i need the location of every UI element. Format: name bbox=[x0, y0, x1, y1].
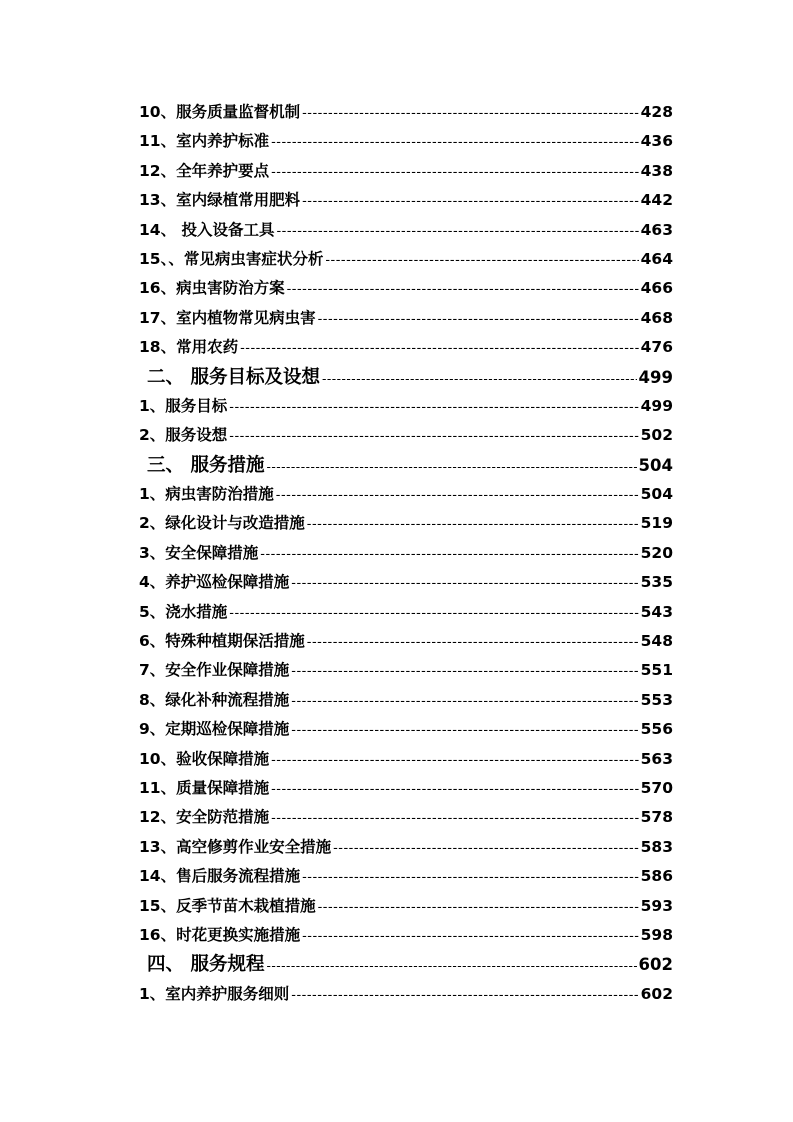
toc-dot-leader bbox=[318, 305, 639, 334]
toc-dot-leader bbox=[271, 804, 639, 833]
toc-entry[interactable] bbox=[139, 274, 673, 303]
toc-page-number: 553 bbox=[640, 690, 673, 709]
toc-dot-leader bbox=[287, 275, 639, 304]
toc-entry[interactable] bbox=[139, 627, 673, 656]
toc-dot-leader bbox=[271, 128, 639, 157]
toc-dot-leader bbox=[291, 657, 638, 686]
toc-dot-leader bbox=[271, 158, 639, 187]
toc-entry[interactable] bbox=[139, 833, 673, 862]
toc-entry[interactable] bbox=[139, 539, 673, 568]
toc-page-number: 551 bbox=[640, 661, 673, 680]
toc-entry[interactable] bbox=[139, 186, 673, 215]
toc-entry[interactable] bbox=[139, 715, 673, 744]
toc-entry[interactable] bbox=[139, 304, 673, 333]
toc-entry-title: 9、定期巡检保障措施 bbox=[139, 720, 290, 739]
table-of-contents bbox=[139, 98, 673, 1009]
toc-page-number: 583 bbox=[640, 837, 673, 856]
toc-section-entry[interactable] bbox=[139, 950, 673, 979]
toc-entry[interactable] bbox=[139, 686, 673, 715]
toc-entry-title: 12、全年养护要点 bbox=[139, 161, 270, 180]
toc-page-number: 428 bbox=[640, 103, 673, 121]
toc-entry-title: 四、 服务规程 bbox=[147, 954, 265, 976]
toc-dot-leader bbox=[302, 99, 639, 128]
toc-entry-title: 14、售后服务流程措施 bbox=[139, 867, 301, 886]
toc-dot-leader bbox=[333, 834, 639, 863]
toc-dot-leader bbox=[260, 540, 638, 569]
toc-entry[interactable] bbox=[139, 421, 673, 450]
toc-section-entry[interactable] bbox=[139, 363, 673, 392]
toc-entry[interactable] bbox=[139, 980, 673, 1009]
toc-dot-leader bbox=[240, 334, 639, 363]
toc-entry-title: 1、服务目标 bbox=[139, 396, 228, 415]
toc-entry[interactable] bbox=[139, 509, 673, 538]
toc-entry-title: 6、特殊种植期保活措施 bbox=[139, 632, 305, 651]
toc-dot-leader bbox=[266, 453, 636, 482]
toc-entry-title: 11、质量保障措施 bbox=[139, 778, 270, 797]
toc-entry-title: 13、室内绿植常用肥料 bbox=[139, 191, 301, 210]
toc-entry-title: 5、浇水措施 bbox=[139, 602, 228, 621]
toc-dot-leader bbox=[302, 863, 639, 892]
toc-entry-title: 2、服务设想 bbox=[139, 426, 228, 445]
toc-page-number: 436 bbox=[640, 132, 673, 151]
toc-dot-leader bbox=[271, 746, 639, 775]
toc-page-number: 570 bbox=[640, 778, 673, 797]
toc-page-number: 463 bbox=[640, 220, 673, 239]
toc-dot-leader bbox=[291, 716, 638, 745]
toc-dot-leader bbox=[266, 952, 636, 981]
toc-page-number: 602 bbox=[638, 955, 673, 975]
toc-entry[interactable] bbox=[139, 598, 673, 627]
toc-entry-title: 1、室内养护服务细则 bbox=[139, 984, 290, 1003]
toc-page-number: 476 bbox=[640, 338, 673, 357]
toc-dot-leader bbox=[307, 510, 639, 539]
toc-entry-title: 2、绿化设计与改造措施 bbox=[139, 514, 305, 533]
toc-page-number: 556 bbox=[640, 720, 673, 739]
toc-entry[interactable] bbox=[139, 862, 673, 891]
toc-dot-leader bbox=[302, 922, 639, 951]
toc-page-number: 504 bbox=[638, 455, 673, 475]
toc-page-number: 438 bbox=[640, 161, 673, 180]
toc-page-number: 468 bbox=[640, 308, 673, 327]
toc-entry[interactable] bbox=[139, 892, 673, 921]
toc-section-entry[interactable] bbox=[139, 451, 673, 480]
toc-dot-leader bbox=[302, 187, 639, 216]
toc-page-number: 586 bbox=[640, 867, 673, 886]
toc-dot-leader bbox=[229, 393, 638, 422]
toc-entry[interactable] bbox=[139, 656, 673, 685]
toc-entry[interactable] bbox=[139, 392, 673, 421]
toc-entry[interactable] bbox=[139, 216, 673, 245]
toc-entry[interactable] bbox=[139, 245, 673, 274]
toc-entry-title: 三、 服务措施 bbox=[147, 454, 265, 476]
toc-dot-leader bbox=[307, 628, 639, 657]
toc-entry[interactable] bbox=[139, 568, 673, 597]
toc-entry[interactable] bbox=[139, 921, 673, 950]
toc-dot-leader bbox=[291, 569, 638, 598]
toc-entry-title: 16、病虫害防治方案 bbox=[139, 279, 285, 298]
toc-page-number: 466 bbox=[640, 279, 673, 298]
toc-page-number: 520 bbox=[640, 543, 673, 562]
toc-page-number: 504 bbox=[640, 485, 673, 504]
toc-entry-title: 二、 服务目标及设想 bbox=[147, 366, 320, 388]
toc-entry[interactable] bbox=[139, 745, 673, 774]
toc-dot-leader bbox=[229, 599, 638, 628]
toc-dot-leader bbox=[229, 422, 638, 451]
toc-page-number: 519 bbox=[640, 514, 673, 533]
toc-dot-leader bbox=[318, 893, 639, 922]
toc-page-number: 535 bbox=[640, 573, 673, 592]
toc-entry[interactable] bbox=[139, 480, 673, 509]
toc-entry-title: 1、病虫害防治措施 bbox=[139, 485, 274, 504]
toc-page-number: 502 bbox=[640, 426, 673, 445]
toc-entry[interactable] bbox=[139, 803, 673, 832]
toc-page-number: 578 bbox=[640, 808, 673, 827]
toc-entry-title: 14、 投入设备工具 bbox=[139, 220, 275, 239]
toc-dot-leader bbox=[322, 365, 637, 394]
toc-page-number: 593 bbox=[640, 896, 673, 915]
toc-entry-title: 11、室内养护标准 bbox=[139, 132, 270, 151]
toc-entry[interactable] bbox=[139, 333, 673, 362]
toc-page-number: 598 bbox=[640, 925, 673, 944]
toc-entry-title: 8、绿化补种流程措施 bbox=[139, 690, 290, 709]
toc-dot-leader bbox=[276, 217, 638, 246]
toc-page-number: 543 bbox=[640, 602, 673, 621]
toc-page-number: 499 bbox=[638, 367, 673, 387]
toc-page-number: 464 bbox=[640, 249, 673, 268]
toc-entry-title: 12、安全防范措施 bbox=[139, 808, 270, 827]
toc-page-number: 602 bbox=[640, 984, 673, 1003]
toc-page-number: 442 bbox=[640, 191, 673, 210]
toc-entry[interactable] bbox=[139, 157, 673, 186]
toc-dot-leader bbox=[276, 481, 639, 510]
toc-entry-title: 16、时花更换实施措施 bbox=[139, 925, 301, 944]
toc-page-number: 499 bbox=[640, 396, 673, 415]
toc-entry-title: 4、养护巡检保障措施 bbox=[139, 573, 290, 592]
toc-entry-title: 13、高空修剪作业安全措施 bbox=[139, 837, 332, 856]
toc-entry-title: 3、安全保障措施 bbox=[139, 543, 259, 562]
toc-entry[interactable] bbox=[139, 127, 673, 156]
toc-entry-title: 17、室内植物常见病虫害 bbox=[139, 308, 316, 327]
toc-entry-title: 7、安全作业保障措施 bbox=[139, 661, 290, 680]
toc-entry-title: 10、验收保障措施 bbox=[139, 749, 270, 768]
toc-dot-leader bbox=[325, 246, 638, 275]
toc-dot-leader bbox=[291, 687, 638, 716]
toc-entry-title: 15、反季节苗木栽植措施 bbox=[139, 896, 316, 915]
toc-entry-title: 15、、常见病虫害症状分析 bbox=[139, 249, 324, 268]
toc-entry-title: 18、常用农药 bbox=[139, 338, 239, 357]
toc-page-number: 563 bbox=[640, 749, 673, 768]
toc-dot-leader bbox=[291, 981, 638, 1010]
toc-entry-title: 10、服务质量监督机制 bbox=[139, 103, 301, 121]
toc-entry[interactable] bbox=[139, 774, 673, 803]
toc-dot-leader bbox=[271, 775, 639, 804]
toc-entry[interactable] bbox=[139, 98, 673, 127]
toc-page-number: 548 bbox=[640, 632, 673, 651]
